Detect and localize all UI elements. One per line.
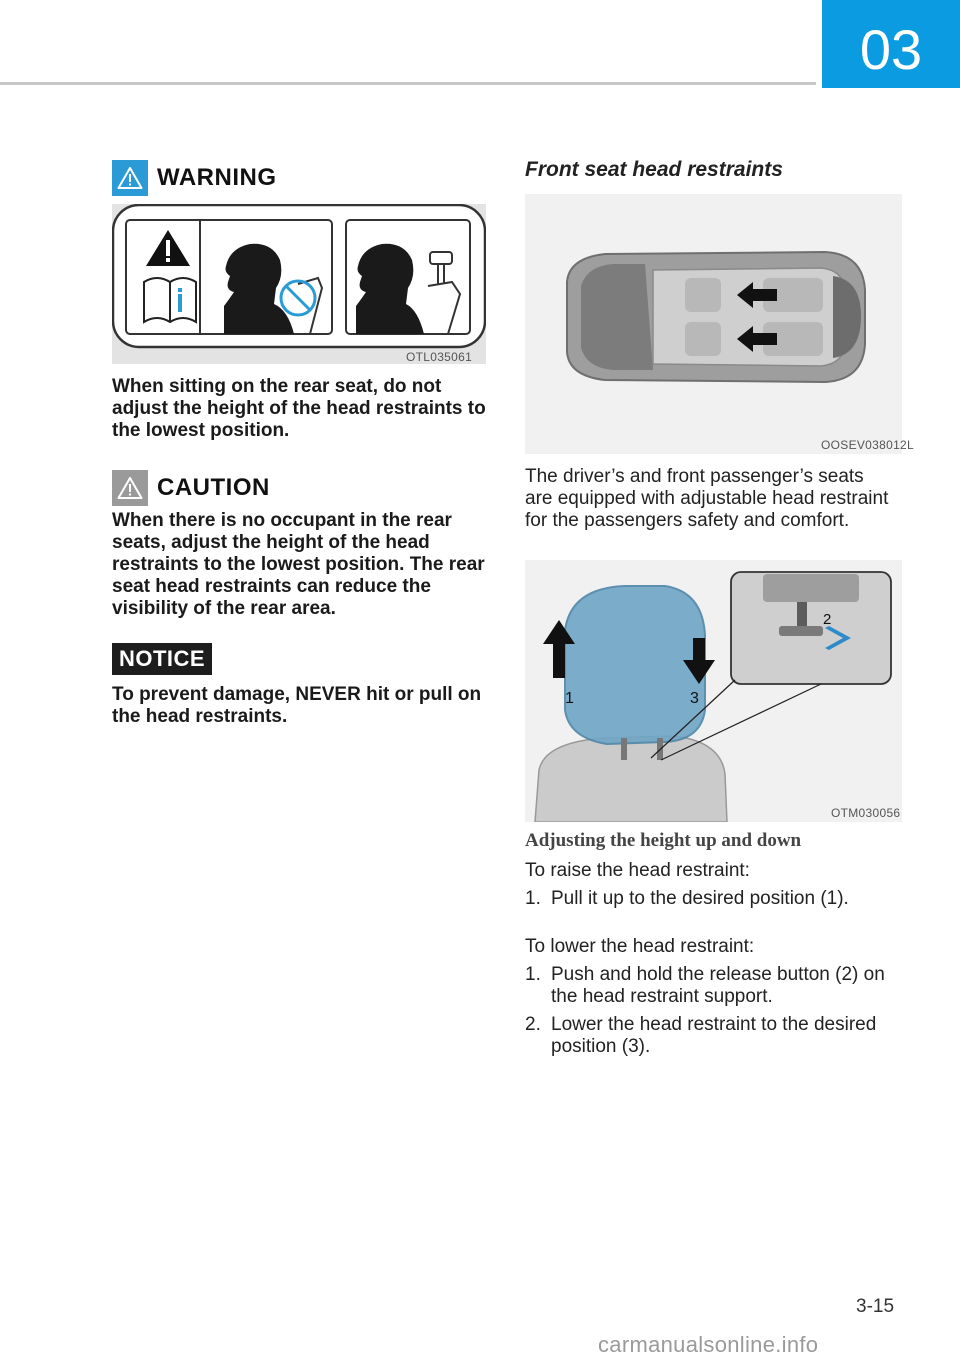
warning-illustration xyxy=(112,204,486,364)
step-number: 1. xyxy=(525,888,541,909)
notice-badge: NOTICE xyxy=(112,643,212,675)
figure-code: OTM030056 xyxy=(831,806,901,820)
figure-code: OOSEV038012L xyxy=(821,438,914,452)
step-text: Push and hold the release button (2) on the head restraint support. xyxy=(551,964,885,1007)
head-restraint-illustration xyxy=(525,560,902,822)
step-number: 1. xyxy=(525,964,541,985)
warning-heading xyxy=(112,160,277,196)
front-seat-intro: The driver’s and front passenger’s seats are equipped with adjustable head restraint for the passengers safety and comfort. xyxy=(525,466,889,531)
caution-icon xyxy=(112,470,148,506)
section-title: Front seat head restraints xyxy=(525,158,783,181)
step-text: Lower the head restraint to the desired position (3). xyxy=(551,1014,877,1057)
lower-intro: To lower the head restraint: xyxy=(525,936,755,957)
warning-icon xyxy=(112,160,148,196)
caution-label: CAUTION xyxy=(157,474,270,501)
caution-heading xyxy=(112,470,270,506)
callout-2: 2 xyxy=(823,611,832,628)
callout-3: 3 xyxy=(690,690,699,707)
step-number: 2. xyxy=(525,1014,541,1035)
notice-text: To prevent damage, NEVER hit or pull on the head restraints. xyxy=(112,684,482,727)
watermark: carmanualsonline.info xyxy=(598,1332,819,1357)
adjusting-title: Adjusting the height up and down xyxy=(525,830,802,851)
figure-code: OTL035061 xyxy=(406,350,473,364)
lower-step xyxy=(525,1014,896,1058)
header-rule xyxy=(0,82,816,85)
warning-text: When sitting on the rear seat, do not adjust the height of the head restraints to the lowest position. xyxy=(112,376,486,441)
lower-step xyxy=(525,964,896,1008)
caution-text: When there is no occupant in the rear seats, adjust the height of the head restraints to the lowest position. The rear seat head restraints can reduce the visibility of the rear area. xyxy=(112,510,485,619)
raise-intro: To raise the head restraint: xyxy=(525,860,750,881)
callout-1: 1 xyxy=(565,690,574,707)
raise-step xyxy=(525,888,896,910)
chapter-tab: 03 xyxy=(822,0,960,88)
warning-label: WARNING xyxy=(157,164,277,191)
car-top-view-illustration xyxy=(525,194,914,454)
page-number: 3-15 xyxy=(856,1296,895,1317)
step-text: Pull it up to the desired position (1). xyxy=(551,888,849,909)
